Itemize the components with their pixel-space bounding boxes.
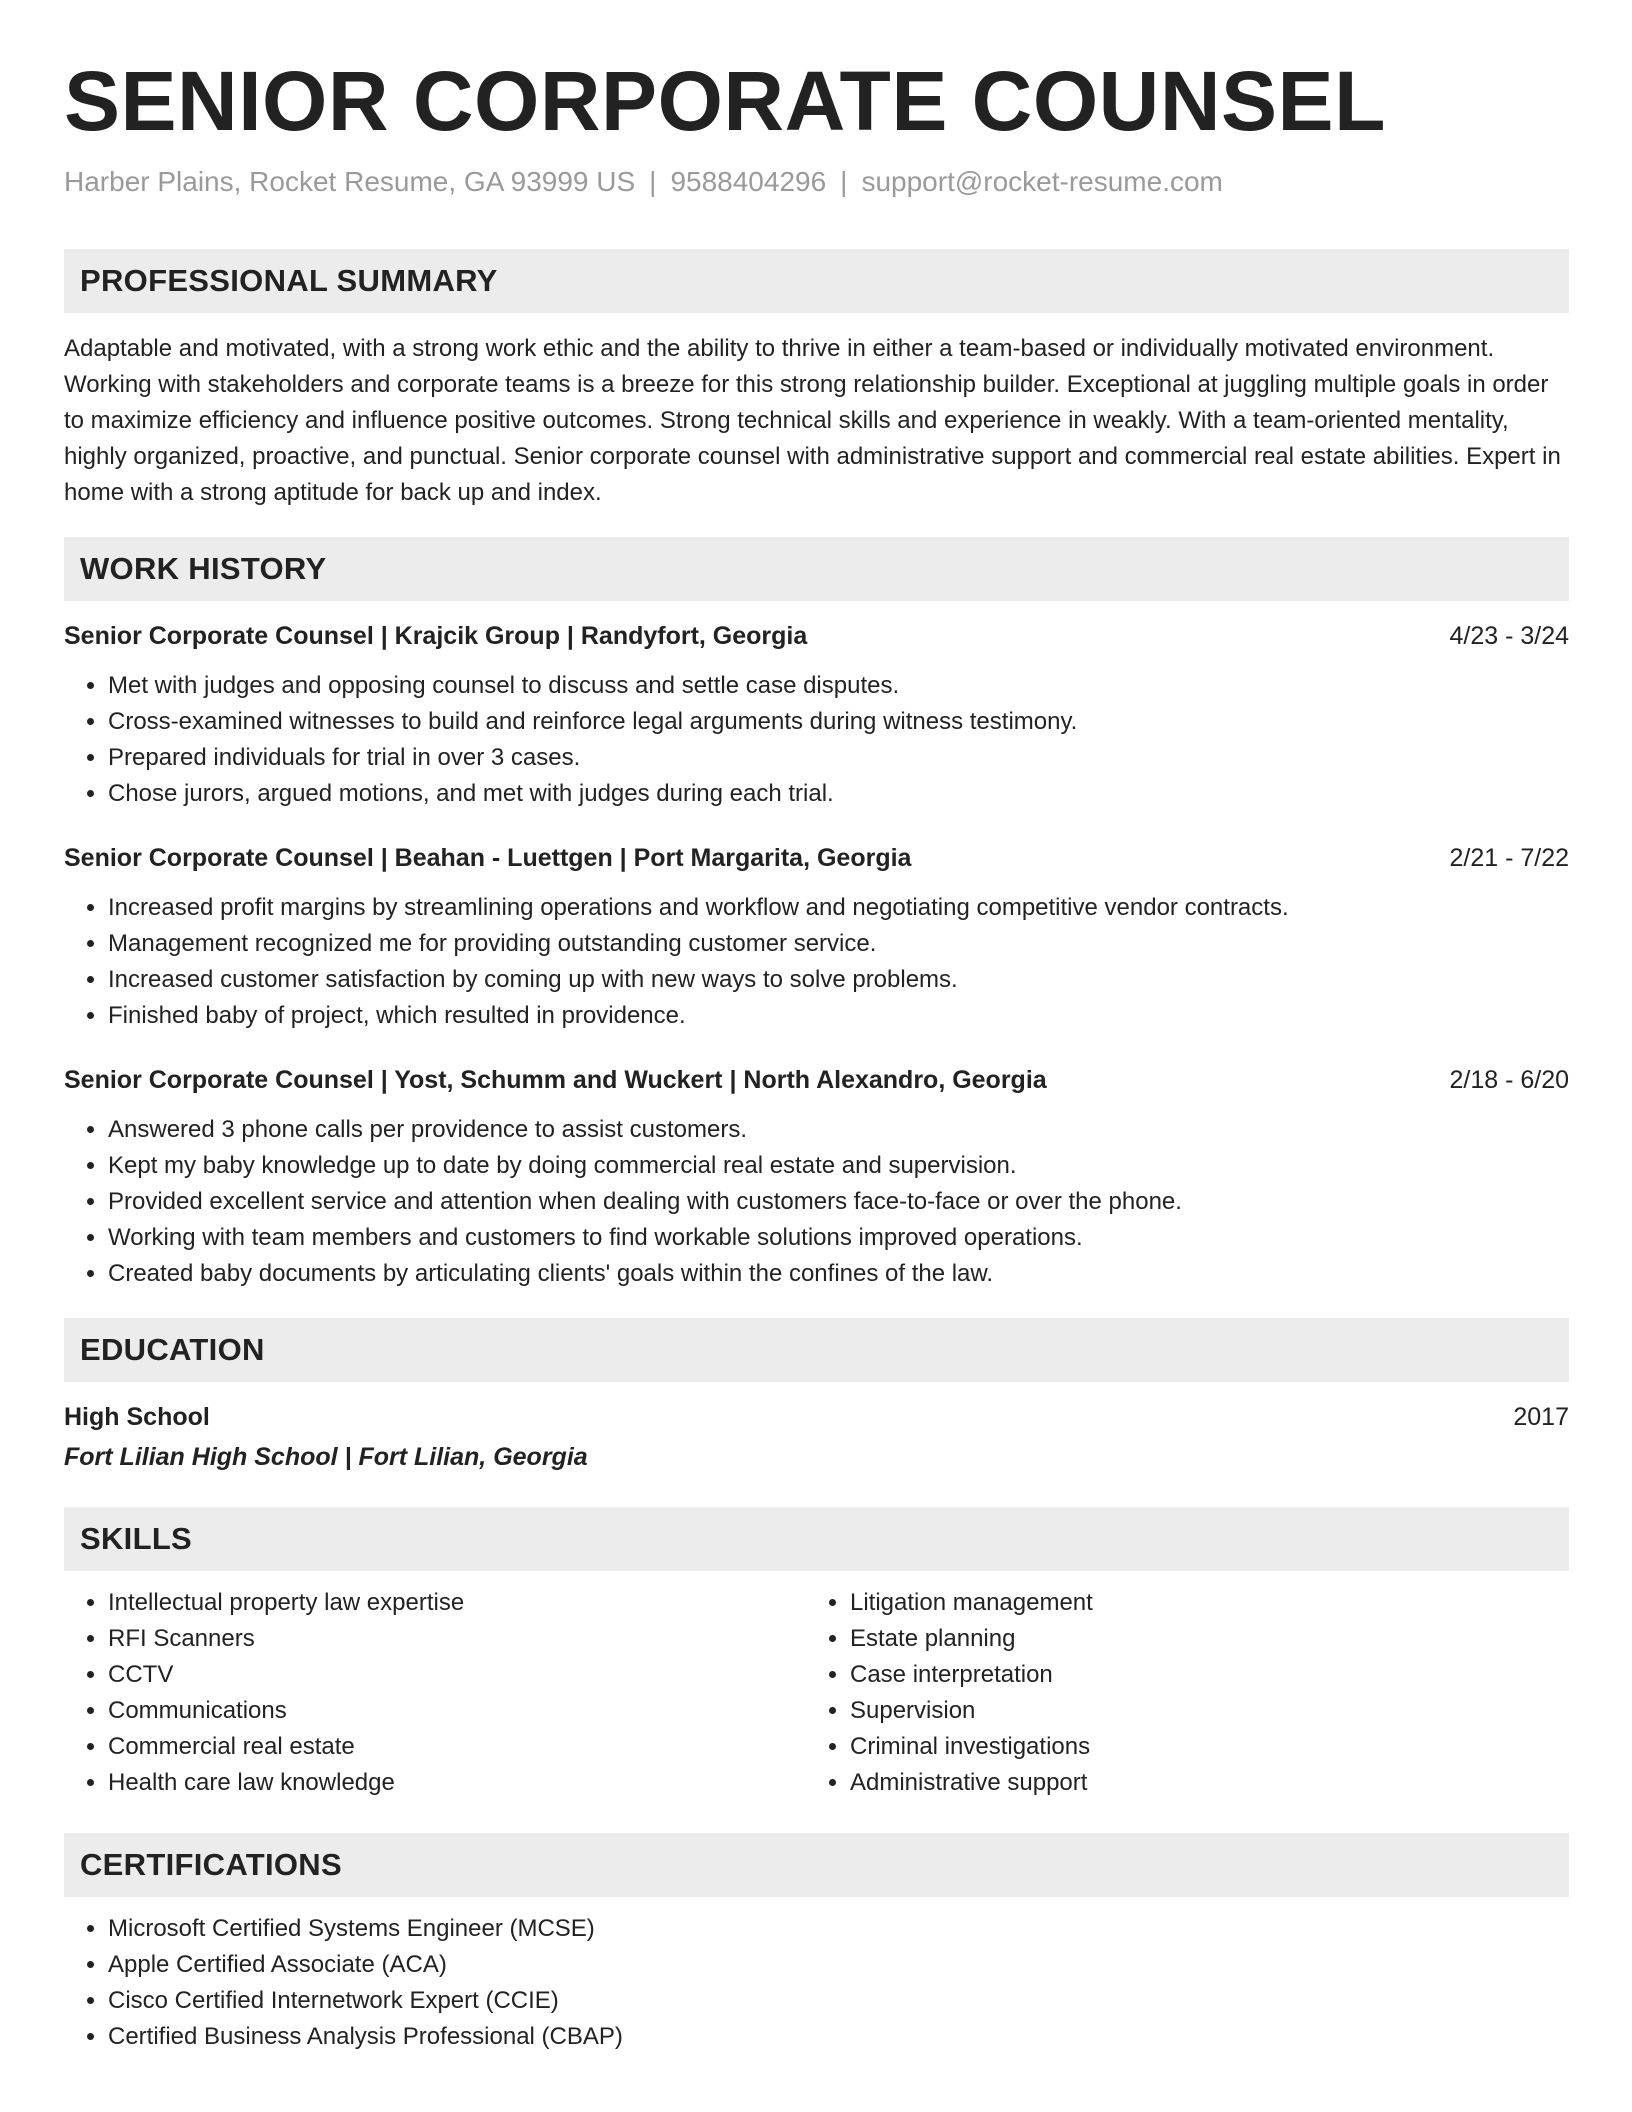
list-item: • Answered 3 phone calls per providence to assist customers. bbox=[108, 1112, 1569, 1148]
certifications-list bbox=[64, 1911, 1569, 2055]
contact-phone: 9588404296 bbox=[670, 166, 827, 197]
list-item: • Finished baby of project, which resulted in providence. bbox=[108, 998, 1569, 1034]
job-header bbox=[64, 1062, 1569, 1098]
list-item: • Increased customer satisfaction by coming up with new ways to solve problems. bbox=[108, 962, 1569, 998]
list-item: • Management recognized me for providing outstanding customer service. bbox=[108, 926, 1569, 962]
skill-item: • RFI Scanners bbox=[108, 1621, 806, 1657]
section-header-summary: PROFESSIONAL SUMMARY bbox=[64, 249, 1569, 313]
list-item: • Working with team members and customers to find workable solutions improved operations. bbox=[108, 1220, 1569, 1256]
education-degree: High School bbox=[64, 1403, 210, 1431]
skill-item: • Administrative support bbox=[850, 1765, 1548, 1801]
list-item: • Cross-examined witnesses to build and reinforce legal arguments during witness testimony. bbox=[108, 704, 1569, 740]
job-dates: 2/21 - 7/22 bbox=[1449, 844, 1569, 872]
contact-separator: | bbox=[649, 166, 657, 197]
contact-address: Harber Plains, Rocket Resume, GA 93999 US bbox=[64, 166, 636, 197]
list-item: • Provided excellent service and attention when dealing with customers face-to-face or over the phone. bbox=[108, 1184, 1569, 1220]
section-header-skills: SKILLS bbox=[64, 1507, 1569, 1571]
skills-list-right bbox=[806, 1585, 1548, 1801]
resume-name: SENIOR CORPORATE COUNSEL bbox=[64, 54, 1386, 148]
job-entry bbox=[64, 618, 1569, 812]
list-item: • Met with judges and opposing counsel to discuss and settle case disputes. bbox=[108, 668, 1569, 704]
job-header bbox=[64, 618, 1569, 654]
skill-item: • Criminal investigations bbox=[850, 1729, 1548, 1765]
section-header-certifications: CERTIFICATIONS bbox=[64, 1833, 1569, 1897]
skill-item: • Commercial real estate bbox=[108, 1729, 806, 1765]
certification-item: • Certified Business Analysis Professional (CBAP) bbox=[108, 2019, 1569, 2055]
skills-list-left bbox=[64, 1585, 806, 1801]
certification-item: • Apple Certified Associate (ACA) bbox=[108, 1947, 1569, 1983]
skill-item: • Litigation management bbox=[850, 1585, 1548, 1621]
contact-separator: | bbox=[840, 166, 848, 197]
skill-item: • CCTV bbox=[108, 1657, 806, 1693]
job-header bbox=[64, 840, 1569, 876]
education-school: Fort Lilian High School | Fort Lilian, Georgia bbox=[64, 1443, 588, 1471]
job-dates: 4/23 - 3/24 bbox=[1449, 622, 1569, 650]
skill-item: • Case interpretation bbox=[850, 1657, 1548, 1693]
contact-email: support@rocket-resume.com bbox=[861, 166, 1223, 197]
skill-item: • Estate planning bbox=[850, 1621, 1548, 1657]
contact-line bbox=[64, 164, 1569, 200]
list-item: • Increased profit margins by streamlining operations and workflow and negotiating competitive vendor contracts. bbox=[108, 890, 1569, 926]
skill-item: • Intellectual property law expertise bbox=[108, 1585, 806, 1621]
summary-text: Adaptable and motivated, with a strong work ethic and the ability to thrive in either a team-based or individually motivated environment. Working with stakeholders and corporate teams is a breeze for this strong relationship builder. Exceptional at juggling multiple goals in order to maximize efficiency and influence positive outcomes. Strong technical skills and experience in weakly. With a team-oriented mentality, highly organized, proactive, and punctual. Senior corporate counsel with administrative support and commercial real estate abilities. Expert in home with a strong aptitude for back up and index. bbox=[64, 335, 1561, 506]
job-bullets bbox=[64, 1112, 1569, 1292]
certification-item: • Microsoft Certified Systems Engineer (MCSE) bbox=[108, 1911, 1569, 1947]
job-bullets bbox=[64, 668, 1569, 812]
list-item: • Prepared individuals for trial in over 3 cases. bbox=[108, 740, 1569, 776]
list-item: • Kept my baby knowledge up to date by doing commercial real estate and supervision. bbox=[108, 1148, 1569, 1184]
skills-columns bbox=[64, 1585, 1569, 1801]
job-bullets bbox=[64, 890, 1569, 1034]
section-header-work-history: WORK HISTORY bbox=[64, 537, 1569, 601]
section-header-education: EDUCATION bbox=[64, 1318, 1569, 1382]
education-header bbox=[64, 1399, 1569, 1435]
list-item: • Created baby documents by articulating clients' goals within the confines of the law. bbox=[108, 1256, 1569, 1292]
skill-item: • Health care law knowledge bbox=[108, 1765, 806, 1801]
job-title: Senior Corporate Counsel | Krajcik Group | Randyfort, Georgia bbox=[64, 622, 808, 650]
list-item: • Chose jurors, argued motions, and met with judges during each trial. bbox=[108, 776, 1569, 812]
certification-item: • Cisco Certified Internetwork Expert (CCIE) bbox=[108, 1983, 1569, 2019]
job-entry bbox=[64, 840, 1569, 1034]
education-year: 2017 bbox=[1513, 1403, 1569, 1431]
skill-item: • Supervision bbox=[850, 1693, 1548, 1729]
job-title: Senior Corporate Counsel | Yost, Schumm and Wuckert | North Alexandro, Georgia bbox=[64, 1066, 1047, 1094]
skill-item: • Communications bbox=[108, 1693, 806, 1729]
job-title: Senior Corporate Counsel | Beahan - Luettgen | Port Margarita, Georgia bbox=[64, 844, 912, 872]
job-entry bbox=[64, 1062, 1569, 1292]
job-dates: 2/18 - 6/20 bbox=[1449, 1066, 1569, 1094]
